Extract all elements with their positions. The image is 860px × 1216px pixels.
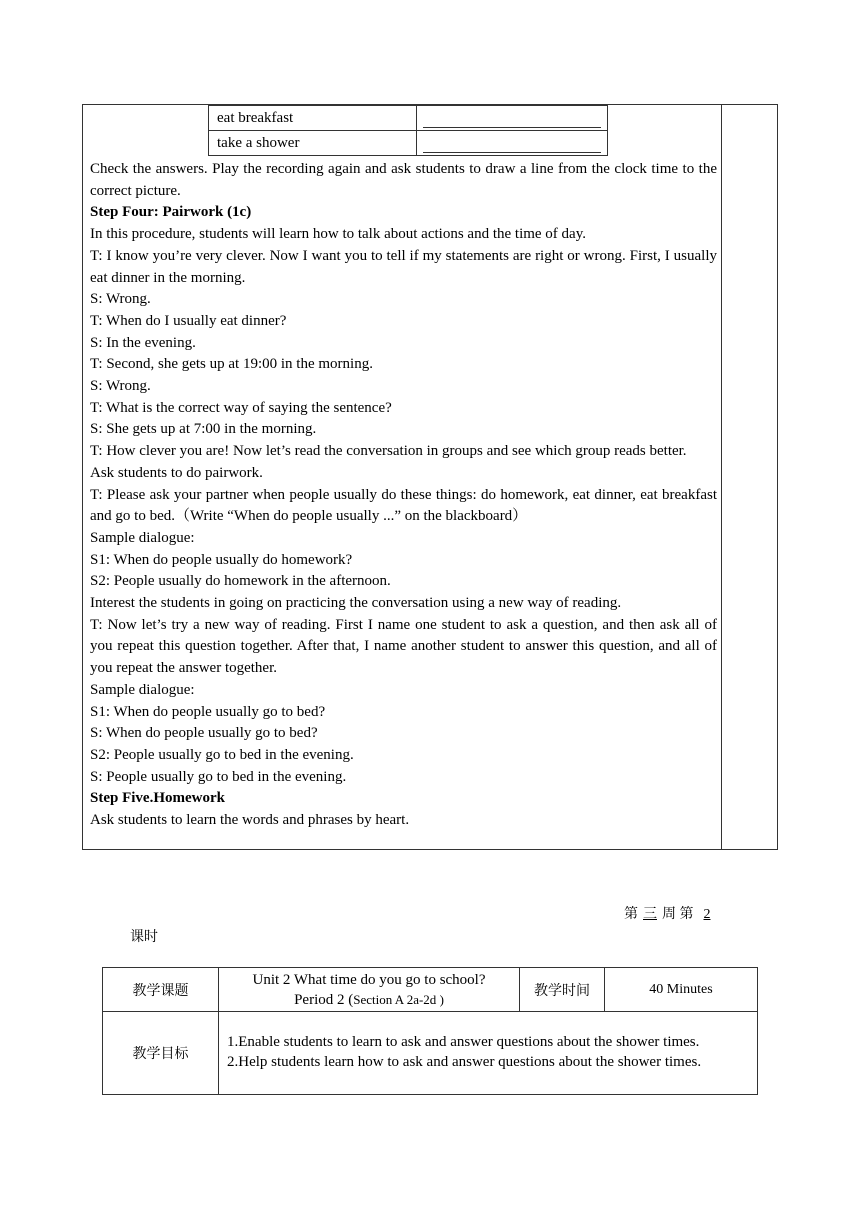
week-suffix: 周 第 xyxy=(662,907,694,922)
section-range: Section A 2a-2d xyxy=(353,991,437,1007)
procedure-text xyxy=(90,159,717,832)
paragraph: T: Second, she gets up at 19:00 in the morning. xyxy=(90,356,373,373)
table-row xyxy=(209,131,608,156)
paragraph: S: She gets up at 7:00 in the morning. xyxy=(90,421,317,438)
notes-column-divider xyxy=(721,105,722,849)
step-heading: Step Five.Homework xyxy=(90,790,225,807)
goals-value xyxy=(219,1012,758,1095)
paragraph: S: Wrong. xyxy=(90,291,151,308)
paragraph: S2: People usually go to bed in the evening. xyxy=(90,746,354,763)
time-label: 教学时间 xyxy=(520,968,605,1012)
paragraph: S: In the evening. xyxy=(90,334,196,351)
activity-cell: eat breakfast xyxy=(209,106,417,131)
lesson-suffix: 课时 xyxy=(130,930,158,945)
activity-answer-table xyxy=(208,105,608,156)
paragraph: S: When do people usually go to bed? xyxy=(90,725,318,742)
answer-blank-line xyxy=(423,134,601,153)
paragraph: In this procedure, students will learn how to talk about actions and the time of day. xyxy=(90,226,586,243)
paragraph: S: People usually go to bed in the evening. xyxy=(90,768,347,785)
goal-item: 2.Help students learn how to ask and answer questions about the shower times. xyxy=(227,1054,702,1070)
paragraph: Interest the students in going on practicing the conversation using a new way of reading. xyxy=(90,595,622,612)
paragraph: Ask students to do pairwork. xyxy=(90,464,263,481)
paragraph: S1: When do people usually go to bed? xyxy=(90,703,326,720)
paragraph: T: Now let’s try a new way of reading. First I name one student to ask a question, and then ask all of you repeat this question together. After that, I name another student to answer this question, and all of you repeat the answer together. xyxy=(90,616,717,677)
week-lesson-indicator xyxy=(624,903,715,923)
paragraph: Ask students to learn the words and phrases by heart. xyxy=(90,812,410,829)
answer-blank-cell xyxy=(417,131,608,156)
paragraph: Sample dialogue: xyxy=(90,529,195,546)
table-row xyxy=(103,1012,758,1095)
week-prefix: 第 xyxy=(624,907,638,922)
paragraph: Check the answers. Play the recording again and ask students to draw a line from the clock time to the correct picture. xyxy=(90,161,717,199)
step-heading: Step Four: Pairwork (1c) xyxy=(90,204,252,221)
paragraph: Sample dialogue: xyxy=(90,681,195,698)
topic-title: Unit 2 What time do you go to school? xyxy=(252,971,486,988)
table-row xyxy=(103,968,758,1012)
table-row xyxy=(209,106,608,131)
lesson-number: 2 xyxy=(703,907,711,922)
paragraph: T: I know you’re very clever. Now I want you to tell if my statements are right or wrong. First, I usually eat dinner in the morning. xyxy=(90,247,717,286)
paragraph: T: How clever you are! Now let’s read the conversation in groups and see which group reads better. xyxy=(90,443,687,460)
week-number: 三 xyxy=(643,907,657,922)
paragraph: S: Wrong. xyxy=(90,378,151,395)
goals-label: 教学目标 xyxy=(103,1012,219,1095)
answer-blank-cell xyxy=(417,106,608,131)
paragraph: T: What is the correct way of saying the sentence? xyxy=(90,399,392,416)
lesson-procedure-table xyxy=(82,104,778,850)
topic-value xyxy=(219,968,520,1012)
activity-cell: take a shower xyxy=(209,131,417,156)
topic-label: 教学课题 xyxy=(103,968,219,1012)
paragraph: S1: When do people usually do homework? xyxy=(90,551,353,568)
duration-value: 40 Minutes xyxy=(605,968,758,1012)
paragraph: T: When do I usually eat dinner? xyxy=(90,312,287,329)
paragraph: S2: People usually do homework in the afternoon. xyxy=(90,573,391,590)
topic-period xyxy=(219,990,519,1010)
period-text: Period 2 ( xyxy=(294,991,354,1008)
answer-blank-line xyxy=(423,109,601,128)
paragraph: T: Please ask your partner when people usually do these things: do homework, eat dinner, eat breakfast and go to bed.（Write “When do people usually ...” on the blackboard） xyxy=(90,486,717,525)
goal-item: 1.Enable students to learn to ask and answer questions about the shower times. xyxy=(227,1034,700,1050)
period-close: ) xyxy=(436,991,444,1007)
lesson-info-table xyxy=(102,967,758,1095)
